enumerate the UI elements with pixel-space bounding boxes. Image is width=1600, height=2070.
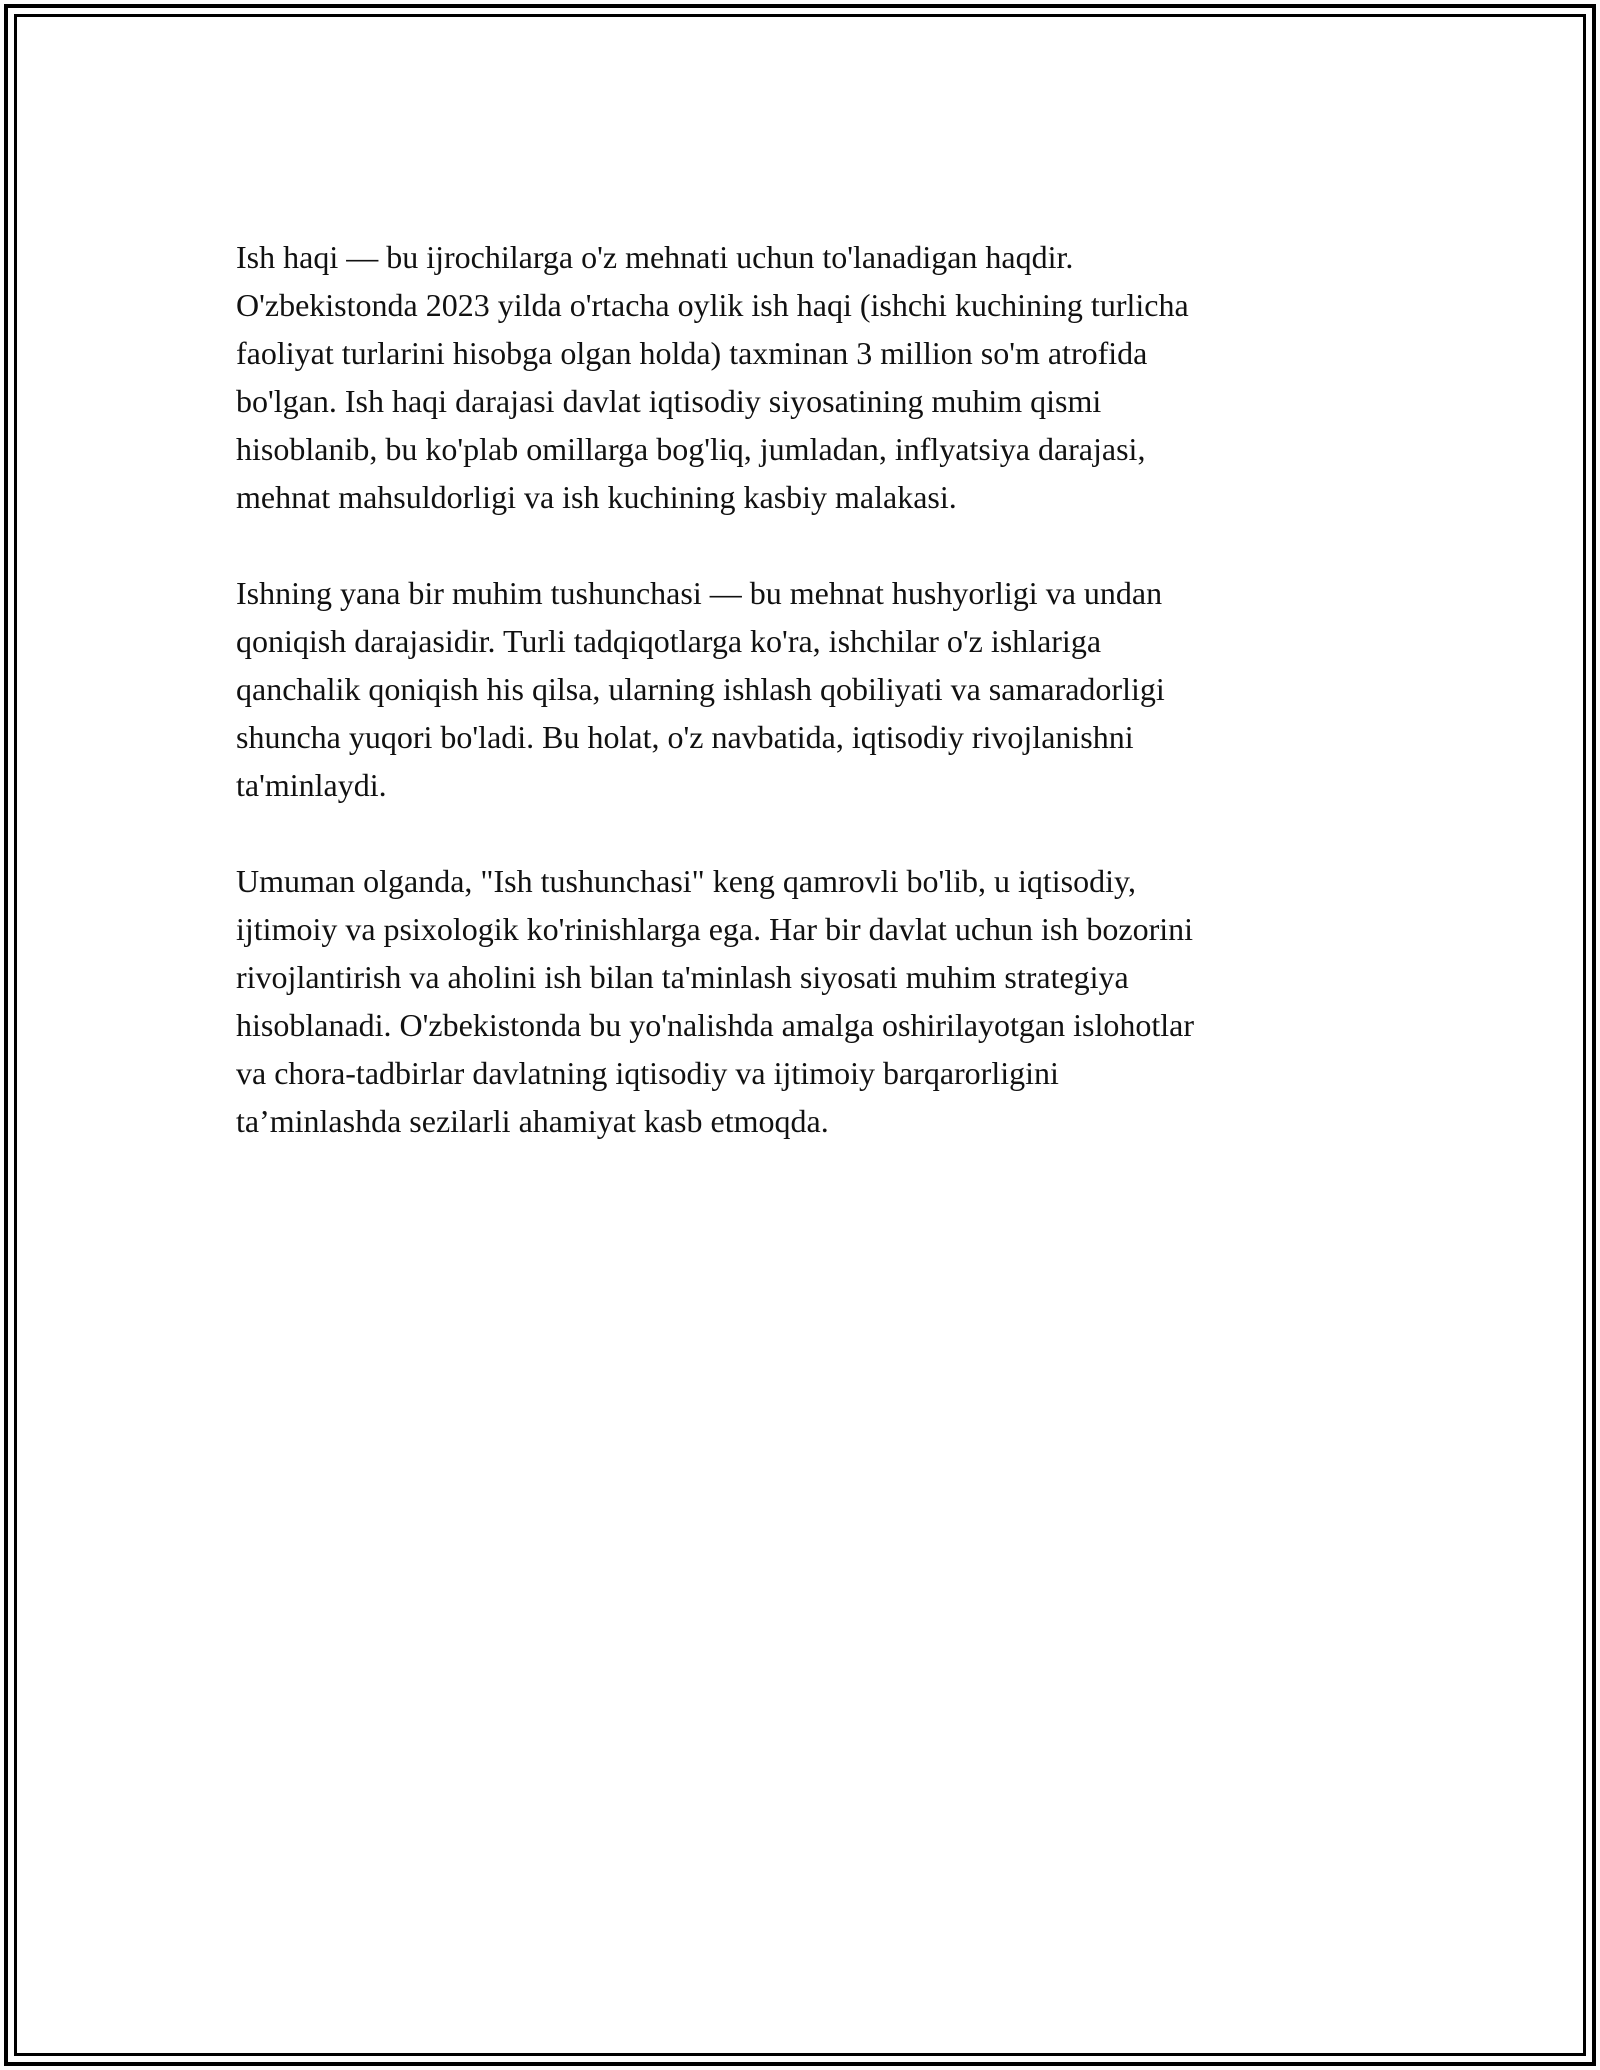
text-line: ta'minlaydi. [236, 767, 387, 803]
paragraph-1 [236, 233, 1366, 521]
text-line: O'zbekistonda 2023 yilda o'rtacha oylik ish haqi (ishchi kuchining turlicha [236, 287, 1189, 323]
text-line: rivojlantirish va aholini ish bilan ta'minlash siyosati muhim strategiya [236, 959, 1129, 995]
text-line: Umuman olganda, "Ish tushunchasi" keng qamrovli bo'lib, u iqtisodiy, [236, 863, 1136, 899]
text-line: qanchalik qoniqish his qilsa, ularning ishlash qobiliyati va samaradorligi [236, 671, 1165, 707]
text-line: shuncha yuqori bo'ladi. Bu holat, o'z navbatida, iqtisodiy rivojlanishni [236, 719, 1134, 755]
text-line: hisoblanadi. O'zbekistonda bu yo'nalishda amalga oshirilayotgan islohotlar [236, 1007, 1194, 1043]
text-line: mehnat mahsuldorligi va ish kuchining kasbiy malakasi. [236, 479, 957, 515]
text-line: Ishning yana bir muhim tushunchasi — bu mehnat hushyorligi va undan [236, 575, 1163, 611]
text-line: ta’minlashda sezilarli ahamiyat kasb etmoqda. [236, 1103, 829, 1139]
text-line: faoliyat turlarini hisobga olgan holda) taxminan 3 million so'm atrofida [236, 335, 1148, 371]
paragraph-3 [236, 857, 1366, 1145]
text-line: Ish haqi — bu ijrochilarga o'z mehnati uchun to'lanadigan haqdir. [236, 239, 1074, 275]
text-line: bo'lgan. Ish haqi darajasi davlat iqtisodiy siyosatining muhim qismi [236, 383, 1102, 419]
document-body [236, 233, 1366, 1193]
paragraph-2 [236, 569, 1366, 809]
text-line: ijtimoiy va psixologik ko'rinishlarga ega. Har bir davlat uchun ish bozorini [236, 911, 1193, 947]
text-line: qoniqish darajasidir. Turli tadqiqotlarga ko'ra, ishchilar o'z ishlariga [236, 623, 1102, 659]
text-line: va chora-tadbirlar davlatning iqtisodiy va ijtimoiy barqarorligini [236, 1055, 1059, 1091]
text-line: hisoblanib, bu ko'plab omillarga bog'liq, jumladan, inflyatsiya darajasi, [236, 431, 1146, 467]
